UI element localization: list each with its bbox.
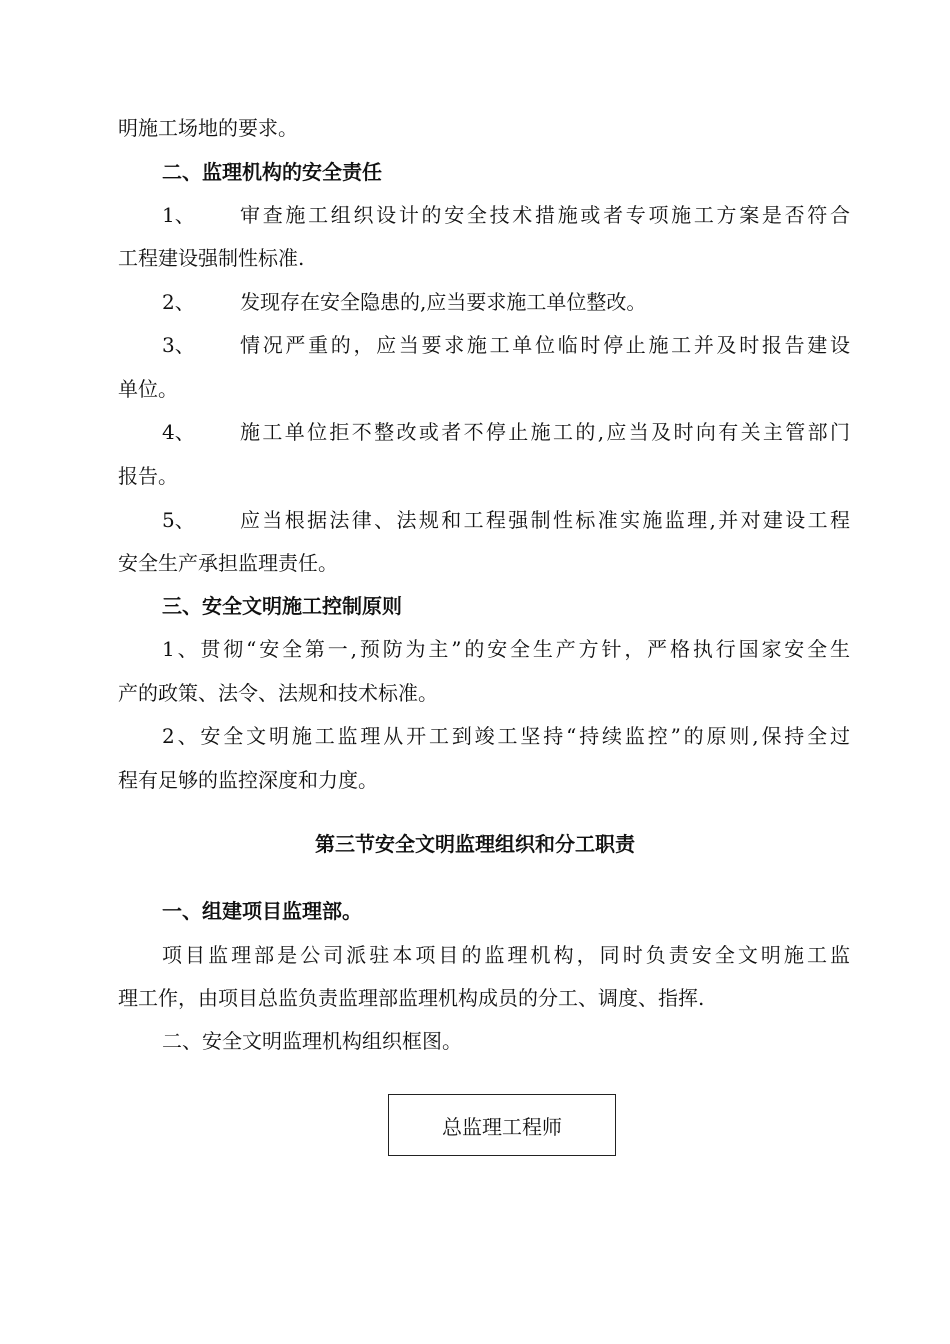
principle-1-text-cont: 产的政策、法令、法规和技术标准。 <box>118 681 438 705</box>
item-5-text: 应当根据法律、法规和工程强制性标准实施监理,并对建设工程 <box>240 508 850 532</box>
item-3-text: 情况严重的，应当要求施工单位临时停止施工并及时报告建设 <box>240 333 850 357</box>
department-description: 项目监理部是公司派驻本项目的监理机构，同时负责安全文明施工监 <box>162 943 850 967</box>
item-2-number: 2、 <box>162 290 195 314</box>
org-chart-chief-engineer-box <box>388 1094 616 1156</box>
item-5-text-cont: 安全生产承担监理责任。 <box>118 551 338 575</box>
item-4-text: 施工单位拒不整改或者不停止施工的,应当及时向有关主管部门 <box>240 420 850 444</box>
heading-org-chart: 二、安全文明监理机构组织框图。 <box>162 1029 462 1053</box>
org-chart-chief-engineer-label: 总监理工程师 <box>442 1114 562 1139</box>
item-1-text: 审查施工组织设计的安全技术措施或者专项施工方案是否符合 <box>240 203 850 227</box>
principle-2-text-cont: 程有足够的监控深度和力度。 <box>118 768 378 792</box>
item-4-number: 4、 <box>162 420 195 444</box>
heading-control-principles: 三、安全文明施工控制原则 <box>162 594 402 618</box>
item-4-text-cont: 报告。 <box>118 464 178 488</box>
paragraph-continuation: 明施工场地的要求。 <box>118 116 298 140</box>
principle-1-text: 1、贯彻“安全第一,预防为主”的安全生产方针，严格执行国家安全生 <box>162 637 850 661</box>
department-description-cont: 理工作，由项目总监负责监理部监理机构成员的分工、调度、指挥. <box>118 986 705 1010</box>
section-title: 第三节安全文明监理组织和分工职责 <box>315 832 635 856</box>
heading-set-up-department: 一、组建项目监理部。 <box>162 899 362 923</box>
item-1-text-cont: 工程建设强制性标准. <box>118 246 305 270</box>
item-2-text: 发现存在安全隐患的,应当要求施工单位整改。 <box>240 290 647 314</box>
item-1-number: 1、 <box>162 203 195 227</box>
item-3-number: 3、 <box>162 333 195 357</box>
item-5-number: 5、 <box>162 508 195 532</box>
item-3-text-cont: 单位。 <box>118 377 178 401</box>
heading-supervision-safety-duty: 二、监理机构的安全责任 <box>162 160 382 184</box>
principle-2-text: 2、安全文明施工监理从开工到竣工坚持“持续监控”的原则,保持全过 <box>162 724 850 748</box>
